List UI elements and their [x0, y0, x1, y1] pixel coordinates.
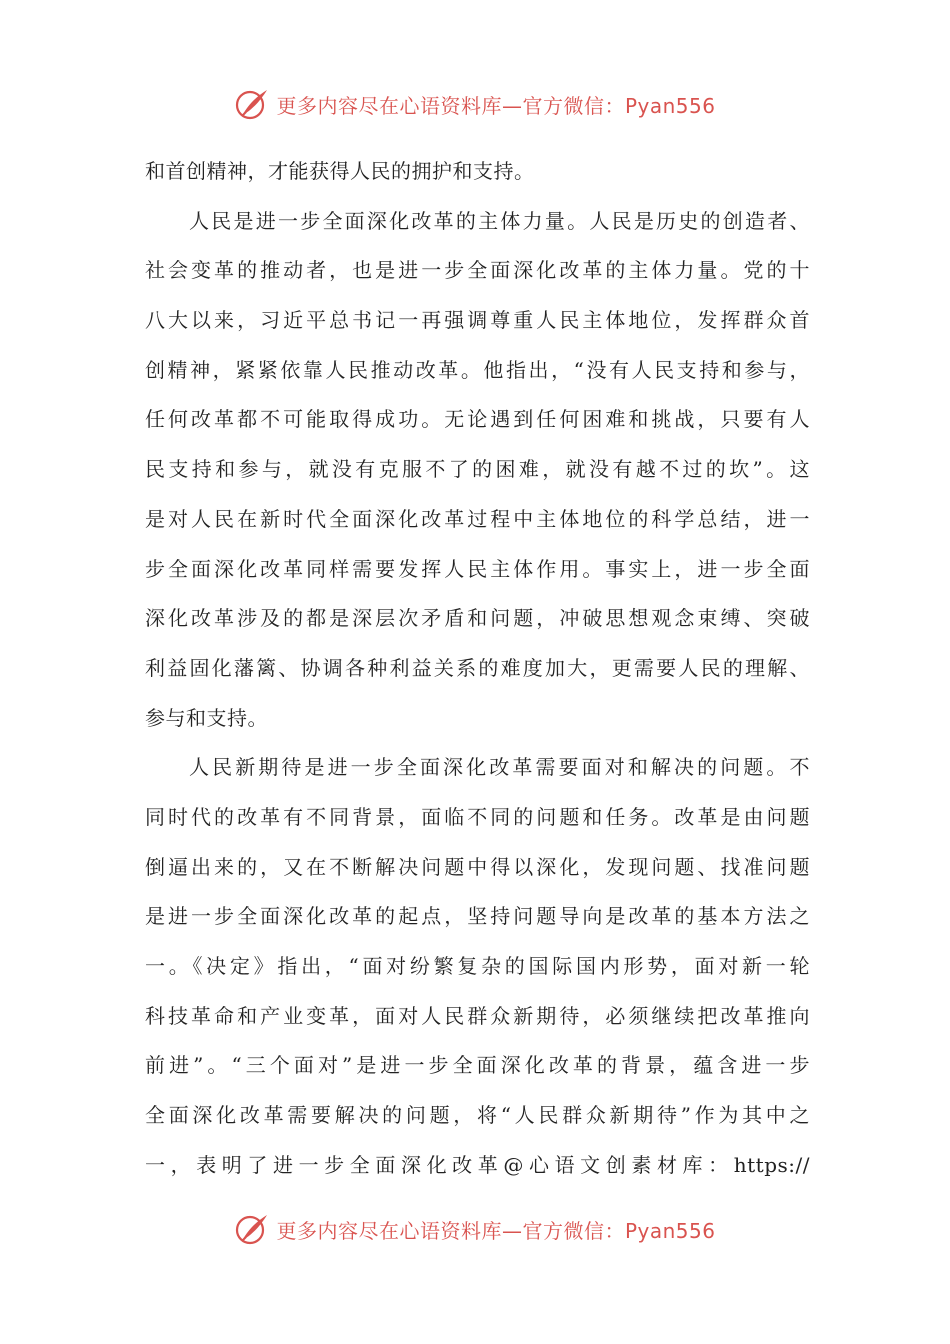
footer-banner [0, 1207, 950, 1251]
text-line: 一。《决定》指出，“面对纷繁复杂的国际国内形势，面对新一轮 [145, 954, 810, 978]
text-line: 民支持和参与，就没有克服不了的困难，就没有越不过的坎”。这 [145, 457, 810, 482]
text-line: 任何改革都不可能取得成功。无论遇到任何困难和挑战，只要有人 [145, 407, 810, 432]
text-line: 全面深化改革需要解决的问题，将“人民群众新期待”作为其中之 [145, 1103, 810, 1128]
quill-pen-icon [234, 86, 270, 122]
text-line: 八大以来，习近平总书记一再强调尊重人民主体地位，发挥群众首 [145, 308, 810, 333]
text-line: 步全面深化改革同样需要发挥人民主体作用。事实上，进一步全面 [145, 556, 810, 581]
header-banner-text: 更多内容尽在心语资料库—官方微信：Pyan556 [276, 93, 716, 118]
header-banner [0, 82, 950, 126]
text-line: 是对人民在新时代全面深化改革过程中主体地位的科学总结，进一 [145, 506, 810, 531]
text-line: 社会变革的推动者，也是进一步全面深化改革的主体力量。党的十 [145, 258, 810, 283]
text-line: 和首创精神，才能获得人民的拥护和支持。 [145, 159, 535, 183]
quill-pen-icon [234, 1211, 270, 1247]
paragraph-first-line: 人民是进一步全面深化改革的主体力量。人民是历史的创造者、 [189, 208, 810, 233]
text-line: 深化改革涉及的都是深层次矛盾和问题，冲破思想观念束缚、突破 [145, 606, 810, 631]
text-line: 创精神，紧紧依靠人民推动改革。他指出，“没有人民支持和参与， [145, 357, 810, 382]
text-line: 是进一步全面深化改革的起点，坚持问题导向是改革的基本方法之 [145, 904, 810, 929]
text-line: 前进”。“三个面对”是进一步全面深化改革的背景，蕴含进一步 [145, 1053, 810, 1078]
paragraph-first-line: 人民新期待是进一步全面深化改革需要面对和解决的问题。不 [189, 755, 810, 780]
text-line: 倒逼出来的，又在不断解决问题中得以深化，发现问题、找准问题 [145, 854, 810, 879]
text-line: 一，表明了进一步全面深化改革@心语文创素材库：https:// [145, 1152, 810, 1177]
text-line: 参与和支持。 [145, 705, 268, 730]
document-body [145, 147, 810, 1190]
footer-banner-text: 更多内容尽在心语资料库—官方微信：Pyan556 [276, 1218, 716, 1243]
text-line: 科技革命和产业变革，面对人民群众新期待，必须继续把改革推向 [145, 1003, 810, 1028]
text-line: 同时代的改革有不同背景，面临不同的问题和任务。改革是由问题 [145, 804, 810, 829]
text-line: 利益固化藩篱、协调各种利益关系的难度加大，更需要人民的理解、 [145, 655, 810, 680]
